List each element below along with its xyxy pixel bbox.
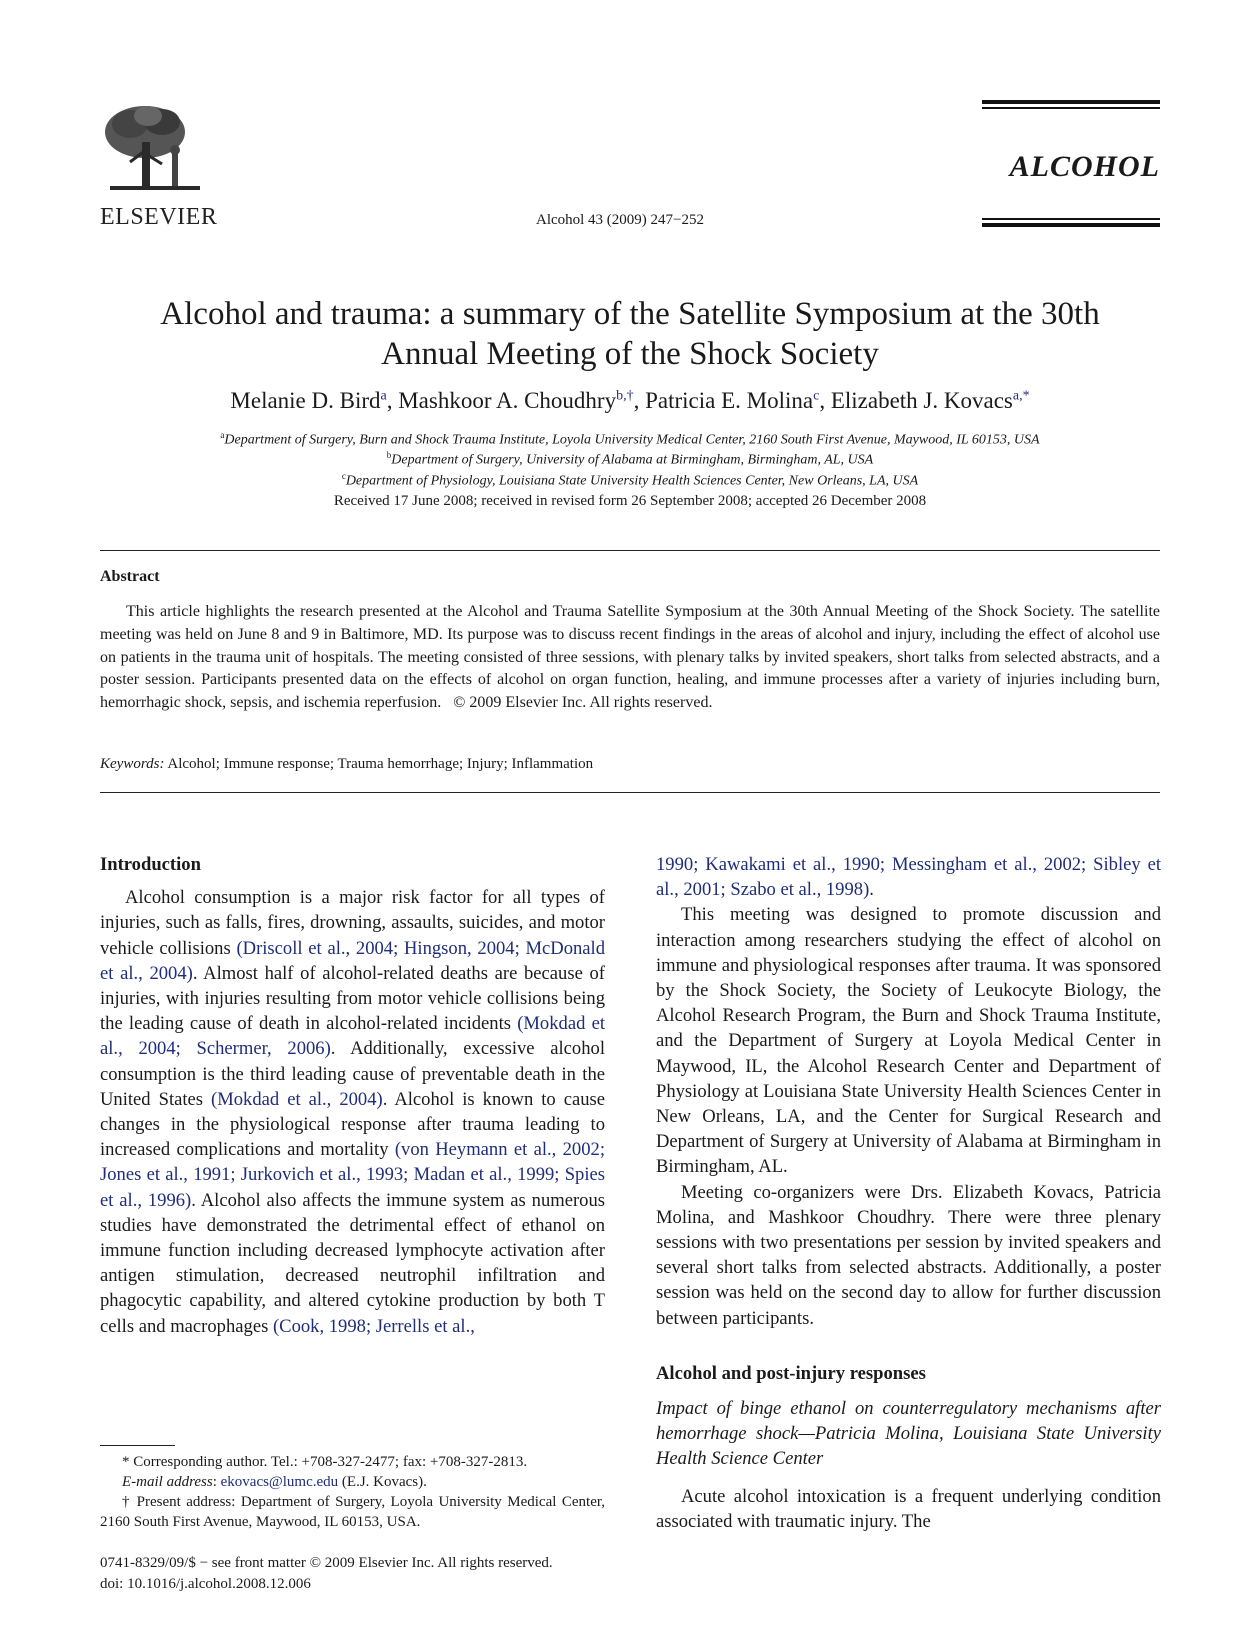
intro-paragraph (100, 885, 605, 1339)
email-label: E-mail address (122, 1474, 213, 1490)
footnotes (100, 1452, 605, 1532)
section-heading-introduction: Introduction (100, 854, 201, 875)
email-link[interactable]: ekovacs@lumc.edu (220, 1474, 339, 1490)
journal-citation: Alcohol 43 (2009) 247−252 (535, 212, 705, 228)
page-footer (100, 1553, 640, 1595)
body-text: . Alcohol is known to cause changes in the physiological response after trauma leading to increased complications and mortality (100, 1088, 606, 1161)
keywords-label: Keywords: (100, 756, 165, 772)
author-affil-marker[interactable]: c (813, 388, 820, 404)
left-column (100, 852, 605, 1339)
affiliation-a (90, 430, 1170, 449)
affiliation-text: Department of Surgery, University of Alabama at Birmingham, Birmingham, AL, USA (391, 452, 874, 468)
body-text: Alcohol consumption is a major risk factor for all types of injuries, such as falls, fires, drowning, assaults, suicides, and motor vehicle collisions (100, 887, 605, 959)
journal-name: ALCOHOL (1009, 150, 1160, 183)
abstract-copyright: © 2009 Elsevier Inc. All rights reserved. (453, 694, 713, 712)
affiliation-text: Department of Surgery, Burn and Shock Trauma Institute, Loyola University Medical Center, 2160 South First Avenue, Maywood, IL 60153, USA (224, 432, 1040, 448)
affiliation-b (90, 450, 1170, 469)
affiliation-marker: a (220, 430, 225, 440)
body-text: . Alcohol also affects the immune system as numerous studies have demonstrated the detrimental effect of ethanol on immune function including decreased lymphocyte activation after antigen stimulation, decreased neutrophil infiltration and phagocytic capability, and altered cytokine production by both T cells and macrophages (100, 1189, 605, 1337)
issn-line: 0741-8329/09/$ − see front matter © 2009 Elsevier Inc. All rights reserved. (100, 1555, 553, 1571)
author-affil-marker[interactable]: a,* (1012, 388, 1030, 404)
author-name[interactable]: Mashkoor A. Choudhry (398, 388, 617, 413)
author-list (90, 388, 1170, 414)
author-affil-marker[interactable]: b,† (616, 388, 634, 404)
abstract-heading: Abstract (100, 568, 160, 585)
author-separator: , (819, 388, 831, 413)
received-dates: Received 17 June 2008; received in revised form 26 September 2008; accepted 26 December 2008 (333, 493, 927, 509)
citation-link[interactable]: (Mokdad et al., 2004; Schermer, 2006) (100, 1013, 605, 1060)
footnote-present-address: † Present address: Department of Surgery, Loyola University Medical Center, 2160 South First Avenue, Maywood, IL 60153, USA. (100, 1494, 605, 1530)
author-name[interactable]: Melanie D. Bird (230, 388, 381, 413)
affiliation-marker: b (386, 450, 392, 460)
citation-link[interactable]: (Cook, 1998; Jerrells et al., (272, 1315, 475, 1337)
title-line-1: Alcohol and trauma: a summary of the Satellite Symposium at the 30th (160, 296, 1100, 332)
continued-paragraph (656, 852, 1161, 902)
section-heading-post-injury: Alcohol and post-injury responses (656, 1362, 926, 1384)
citation-link[interactable]: (Mokdad et al., 2004) (211, 1088, 383, 1110)
author-separator: , (386, 388, 399, 413)
paragraph-meeting-design: This meeting was designed to promote discussion and interaction among researchers studying the effect of alcohol on immune and physiological responses after trauma. It was sponsored by the Shock Society, the Society of Leukocyte Biology, the Alcohol Research Program, the Burn and Shock Trauma Institute, and the Department of Surgery at Loyola Medical Center in Maywood, IL, the Alcohol Research Center and Department of Physiology at Louisiana State University Health Sciences Center in New Orleans, LA, and the Center for Surgical Research and Department of Surgery at University of Alabama at Birmingham in Birmingham, AL. (656, 904, 1161, 1178)
footnote-email: E-mail address: ekovacs@lumc.edu (E.J. Kovacs). (122, 1474, 427, 1490)
abstract-text (100, 601, 1160, 715)
author-affil-marker[interactable]: a (380, 388, 387, 404)
doi-line: doi: 10.1016/j.alcohol.2008.12.006 (100, 1576, 311, 1592)
abstract-bottom-rule (100, 792, 1160, 793)
body-text: . Additionally, excessive alcohol consumption is the third leading cause of preventable death in the United States (100, 1038, 605, 1110)
right-column (656, 852, 1161, 1534)
journal-rule-top-1 (982, 100, 1160, 104)
email-suffix: (E.J. Kovacs). (338, 1474, 427, 1490)
affiliation-marker: c (341, 471, 346, 481)
paragraph-acute-intoxication: Acute alcohol intoxication is a frequent underlying condition associated with traumatic injury. The (656, 1485, 1161, 1532)
citation-link[interactable]: (Driscoll et al., 2004; Hingson, 2004; McDonald et al., 2004) (100, 937, 606, 984)
body-text: . (869, 879, 874, 901)
subsection-heading-molina: Impact of binge ethanol on counterregulatory mechanisms after hemorrhage shock—Patricia Molina, Louisiana State University Health Science Center (656, 1398, 1161, 1470)
citation-link[interactable]: (von Heymann et al., 2002; Jones et al., 1991; Jurkovich et al., 1993; Madan et al., 1999; Spies et al., 1996) (100, 1139, 605, 1211)
citation-link[interactable]: 1990; Kawakami et al., 1990; Messingham et al., 2002; Sibley et al., 2001; Szabo et al., 1998) (656, 854, 1161, 901)
article-title (90, 294, 1170, 374)
author-separator: , (633, 388, 646, 413)
footnote-rule (100, 1445, 175, 1446)
journal-rule-bottom-2 (982, 223, 1160, 227)
author-name[interactable]: Patricia E. Molina (645, 388, 814, 413)
affiliation-c (90, 471, 1170, 490)
title-line-2: Annual Meeting of the Shock Society (381, 336, 879, 372)
body-text: . Almost half of alcohol-related deaths are because of injuries, with injuries resulting from motor vehicle collisions being the leading cause of death in alcohol-related incidents (100, 962, 605, 1035)
author-name[interactable]: Elizabeth J. Kovacs (830, 388, 1013, 413)
journal-rule-top-2 (982, 107, 1160, 109)
footnote-corresponding-author: * Corresponding author. Tel.: +708-327-2477; fax: +708-327-2813. (122, 1454, 528, 1470)
abstract-body: This article highlights the research presented at the Alcohol and Trauma Satellite Symposium at the 30th Annual Meeting of the Shock Society. The satellite meeting was held on June 8 and 9 in Baltimore, MD. Its purpose was to discuss recent findings in the areas of alcohol and injury, including the effect of alcohol use on patients in the trauma unit of hospitals. The meeting consisted of three sessions, with plenary talks by invited speakers, short talks from selected abstracts, and a poster session. Participants presented data on the effects of alcohol on organ function, healing, and immune processes after a variety of injuries including burn, hemorrhagic shock, sepsis, and ischemia reperfusion. (100, 603, 1160, 712)
paragraph-co-organizers: Meeting co-organizers were Drs. Elizabeth Kovacs, Patricia Molina, and Mashkoor Choudhry. There were three plenary sessions with two presentations per session by invited speakers and several short talks from selected abstracts. Additionally, a poster session was held on the second day to allow for further discussion between participants. (656, 1181, 1161, 1329)
abstract-top-rule (100, 550, 1160, 551)
journal-rule-bottom-1 (982, 218, 1160, 220)
keywords (100, 756, 1160, 773)
keywords-text: Alcohol; Immune response; Trauma hemorrhage; Injury; Inflammation (167, 756, 594, 772)
affiliation-text: Department of Physiology, Louisiana State University Health Sciences Center, New Orleans, LA, USA (345, 473, 919, 489)
publisher-logo-text: ELSEVIER (100, 204, 218, 230)
